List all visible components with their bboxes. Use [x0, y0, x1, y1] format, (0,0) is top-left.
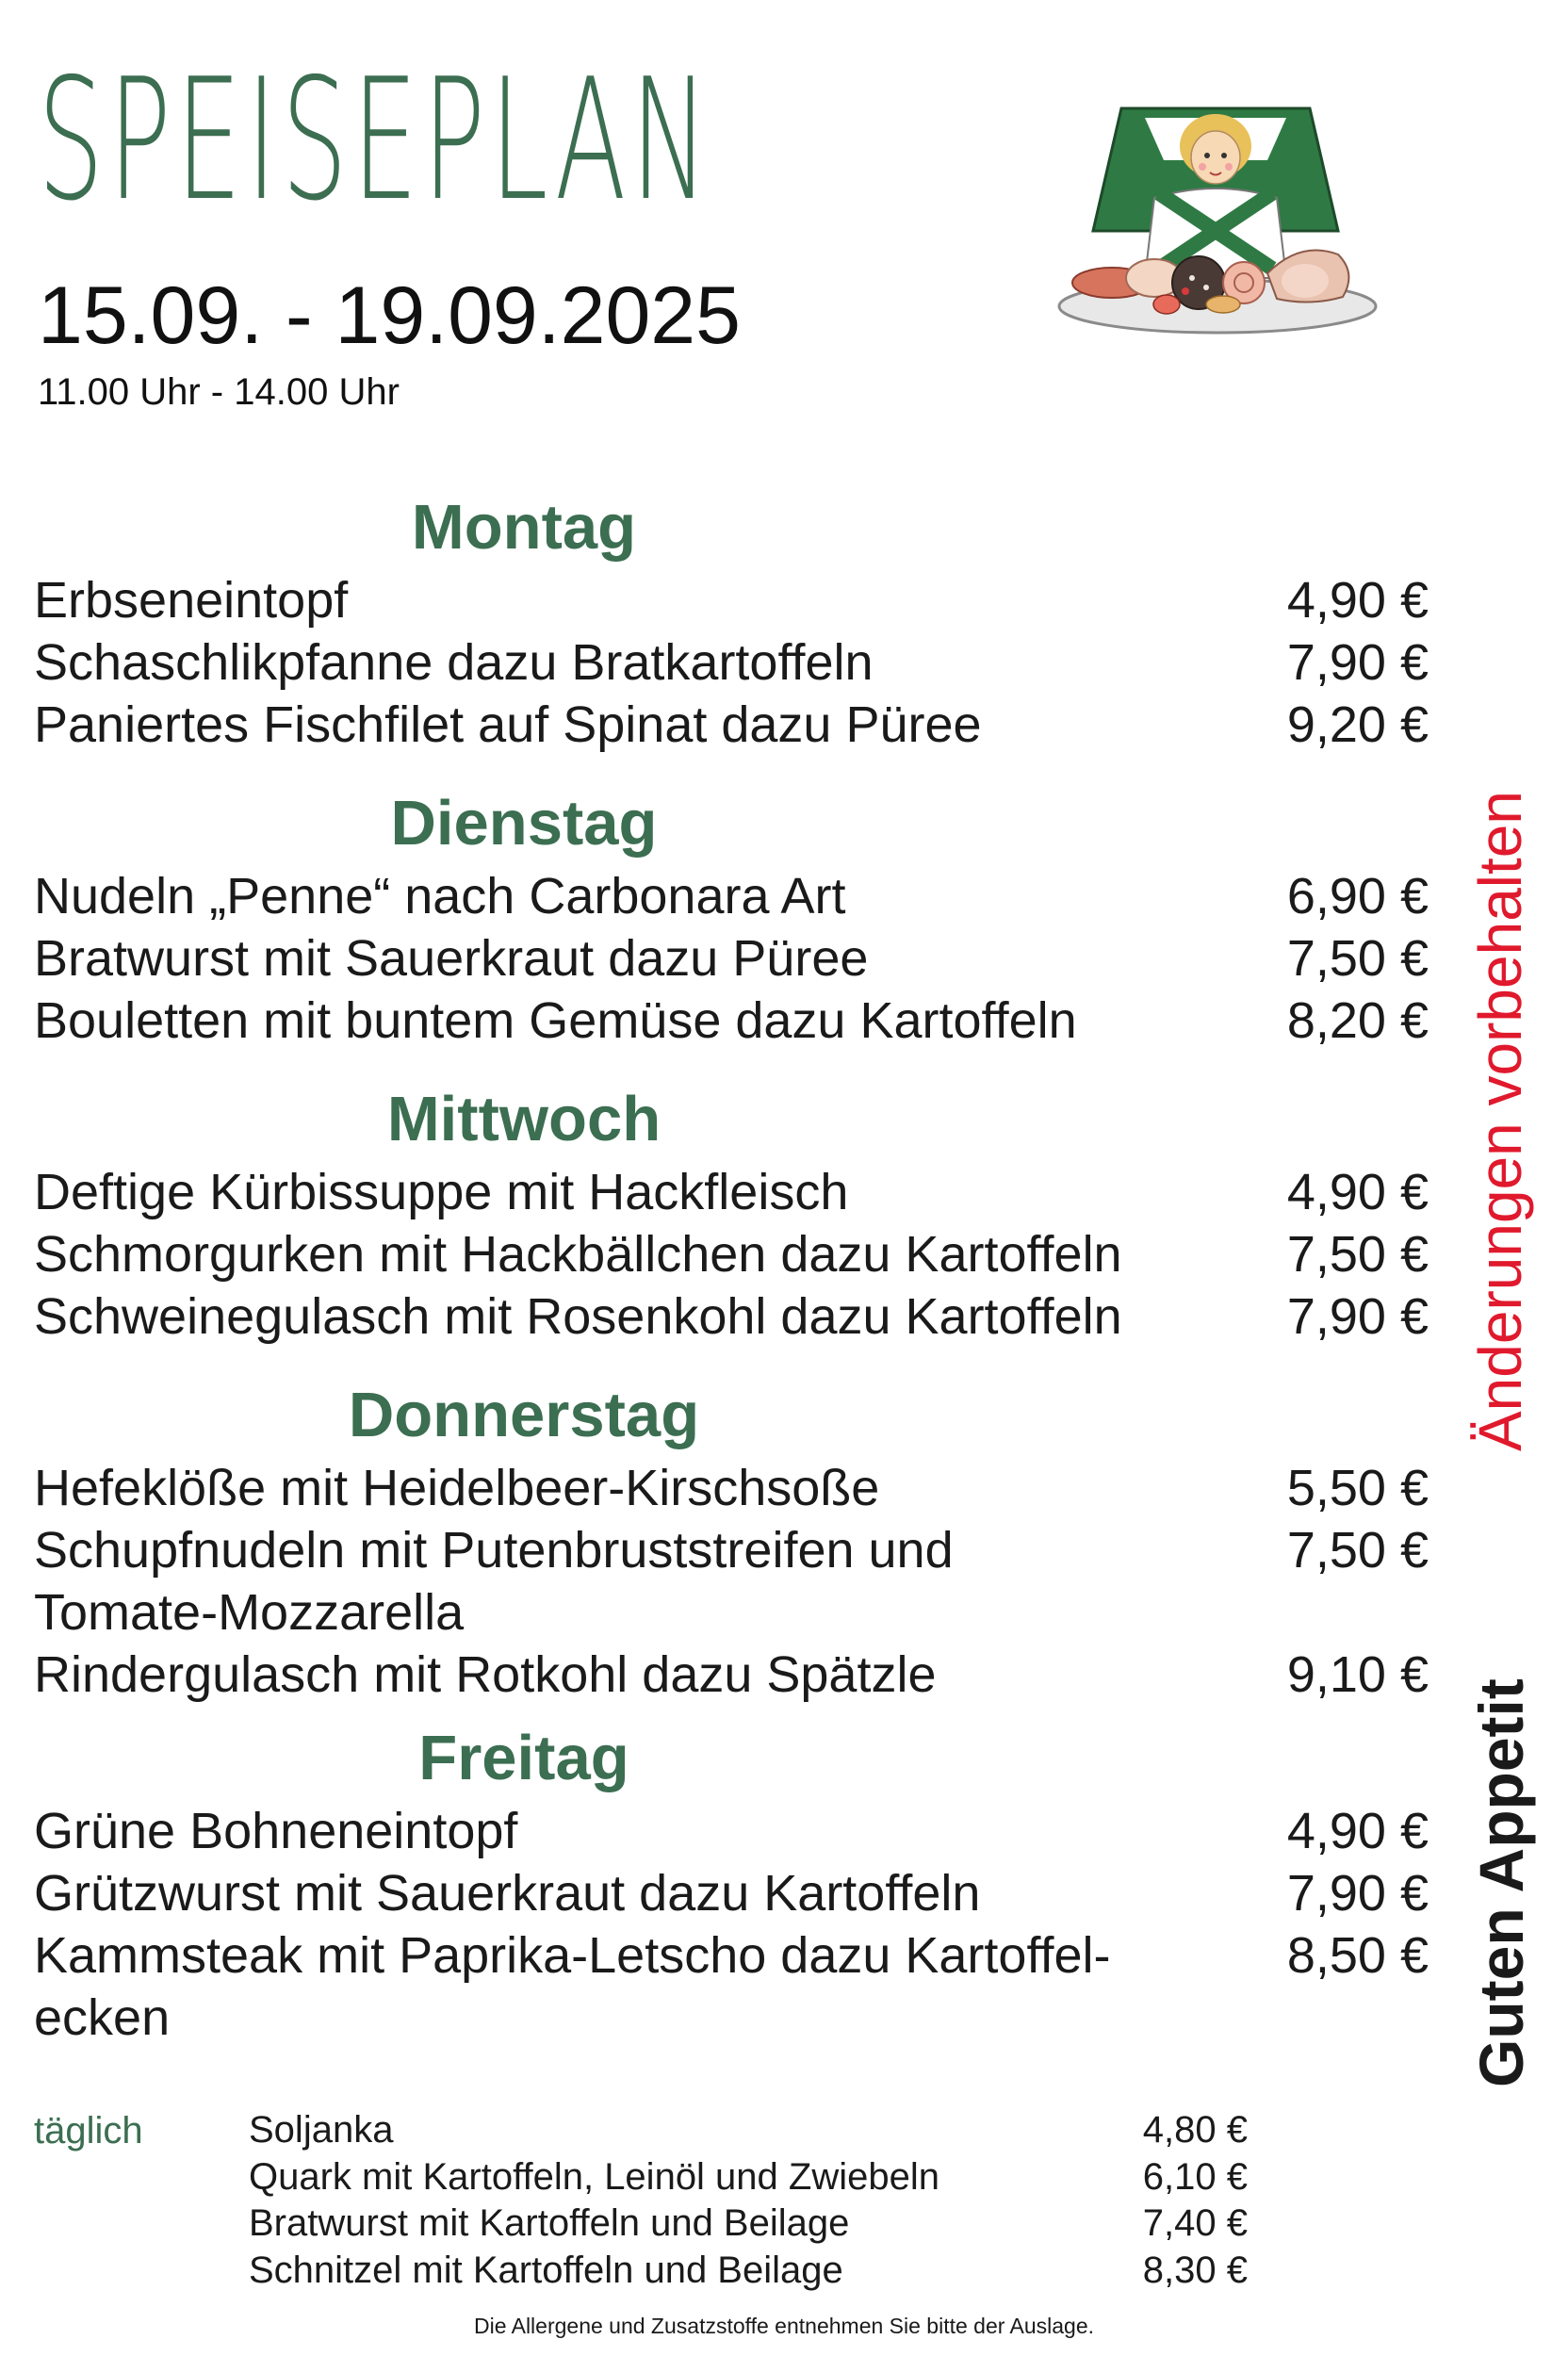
menu-item [34, 569, 1429, 631]
menu-item [34, 694, 1429, 756]
menu-item-price: 7,50 € [1286, 930, 1429, 987]
menu-item [34, 927, 1429, 990]
daily-item [249, 2248, 1248, 2295]
allergen-footnote: Die Allergene und Zusatzstoffe entnehmen Sie bitte der Auslage. [473, 2314, 1095, 2338]
menu-item [34, 1519, 1429, 1644]
menu-item-price: 9,10 € [1286, 1646, 1429, 1703]
menu-item-price: 7,50 € [1286, 1522, 1429, 1579]
day-heading: Montag [411, 492, 637, 563]
menu-item-name: Deftige Kürbissuppe mit Hackfleisch [34, 1164, 849, 1220]
daily-item [249, 2201, 1248, 2248]
menu-item-name: Erbseneintopf [34, 572, 349, 629]
daily-item-price: 6,10 € [1142, 2155, 1248, 2198]
guten-appetit-greeting: Guten Appetit [1466, 1678, 1536, 2087]
daily-item-price: 4,80 € [1142, 2109, 1248, 2151]
weekly-menu [34, 486, 1429, 2049]
menu-item [34, 1862, 1429, 1924]
daily-item-name: Quark mit Kartoffeln, Leinöl und Zwiebeln [249, 2155, 939, 2198]
day-section-mittwoch [34, 1078, 1429, 1348]
daily-item-name: Bratwurst mit Kartoffeln und Beilage [249, 2202, 850, 2244]
menu-item-price: 8,50 € [1286, 1927, 1429, 1984]
daily-item-price: 8,30 € [1142, 2249, 1248, 2291]
day-heading: Freitag [418, 1723, 629, 1793]
menu-item-price: 6,90 € [1286, 868, 1429, 924]
menu-item [34, 631, 1429, 694]
day-section-donnerstag [34, 1374, 1429, 1706]
menu-item-price: 5,50 € [1286, 1460, 1429, 1516]
menu-item [34, 990, 1429, 1052]
menu-item [34, 1161, 1429, 1223]
menu-item-name: Kammsteak mit Paprika-Letscho dazu Kartoffel-ecken [34, 1927, 1111, 2046]
day-section-dienstag [34, 782, 1429, 1052]
daily-item [249, 2154, 1248, 2201]
menu-item-price: 7,90 € [1286, 1865, 1429, 1922]
menu-item-price: 4,90 € [1286, 1803, 1429, 1859]
menu-item [34, 1644, 1429, 1706]
menu-item-price: 7,90 € [1286, 634, 1429, 691]
menu-item-price: 9,20 € [1286, 696, 1429, 753]
menu-item-name: Hefeklöße mit Heidelbeer-Kirschsoße [34, 1460, 880, 1516]
page-title: SPEISEPLAN [38, 42, 713, 237]
menu-item [34, 1285, 1429, 1348]
menu-item-name: Schaschlikpfanne dazu Bratkartoffeln [34, 634, 874, 691]
menu-item-price: 7,90 € [1286, 1288, 1429, 1345]
daily-item-name: Soljanka [249, 2109, 394, 2151]
daily-item-price: 7,40 € [1142, 2202, 1248, 2244]
daily-item [249, 2107, 1248, 2154]
changes-reserved-notice: Änderungen vorbehalten [1466, 791, 1534, 1451]
day-section-freitag [34, 1717, 1429, 2049]
opening-hours: 11.00 Uhr - 14.00 Uhr [38, 371, 400, 413]
menu-item [34, 1457, 1429, 1519]
menu-item-price: 4,90 € [1286, 572, 1429, 629]
menu-item-price: 8,20 € [1286, 992, 1429, 1049]
daily-list [249, 2107, 1248, 2294]
daily-item-name: Schnitzel mit Kartoffeln und Beilage [249, 2249, 843, 2291]
day-heading: Mittwoch [386, 1084, 662, 1154]
menu-item-name: Schmorgurken mit Hackbällchen dazu Kartoffeln [34, 1226, 1122, 1283]
menu-item-name: Grützwurst mit Sauerkraut dazu Kartoffeln [34, 1865, 981, 1922]
menu-item-name: Bouletten mit buntem Gemüse dazu Kartoffeln [34, 992, 1077, 1049]
menu-item-name: Schupfnudeln mit Putenbruststreifen und Tomate-Mozzarella [34, 1522, 954, 1641]
menu-item-name: Rindergulasch mit Rotkohl dazu Spätzle [34, 1646, 937, 1703]
menu-item-name: Grüne Bohneneintopf [34, 1803, 518, 1859]
day-heading: Donnerstag [348, 1380, 700, 1450]
menu-item [34, 1924, 1429, 2049]
day-section-montag [34, 486, 1429, 756]
menu-item-name: Bratwurst mit Sauerkraut dazu Püree [34, 930, 869, 987]
day-heading: Dienstag [390, 788, 658, 859]
menu-item [34, 1223, 1429, 1285]
menu-item-name: Schweinegulasch mit Rosenkohl dazu Kartoffeln [34, 1288, 1122, 1345]
menu-item [34, 865, 1429, 927]
menu-item [34, 1800, 1429, 1862]
menu-week-dates: 15.09. - 19.09.2025 [38, 270, 741, 361]
daily-label: täglich [34, 2110, 143, 2151]
menu-item-price: 7,50 € [1286, 1226, 1429, 1283]
menu-item-name: Paniertes Fischfilet auf Spinat dazu Püree [34, 696, 982, 753]
butcher-girl-logo-icon [1055, 90, 1380, 339]
menu-item-name: Nudeln „Penne“ nach Carbonara Art [34, 868, 846, 924]
menu-item-price: 4,90 € [1286, 1164, 1429, 1220]
